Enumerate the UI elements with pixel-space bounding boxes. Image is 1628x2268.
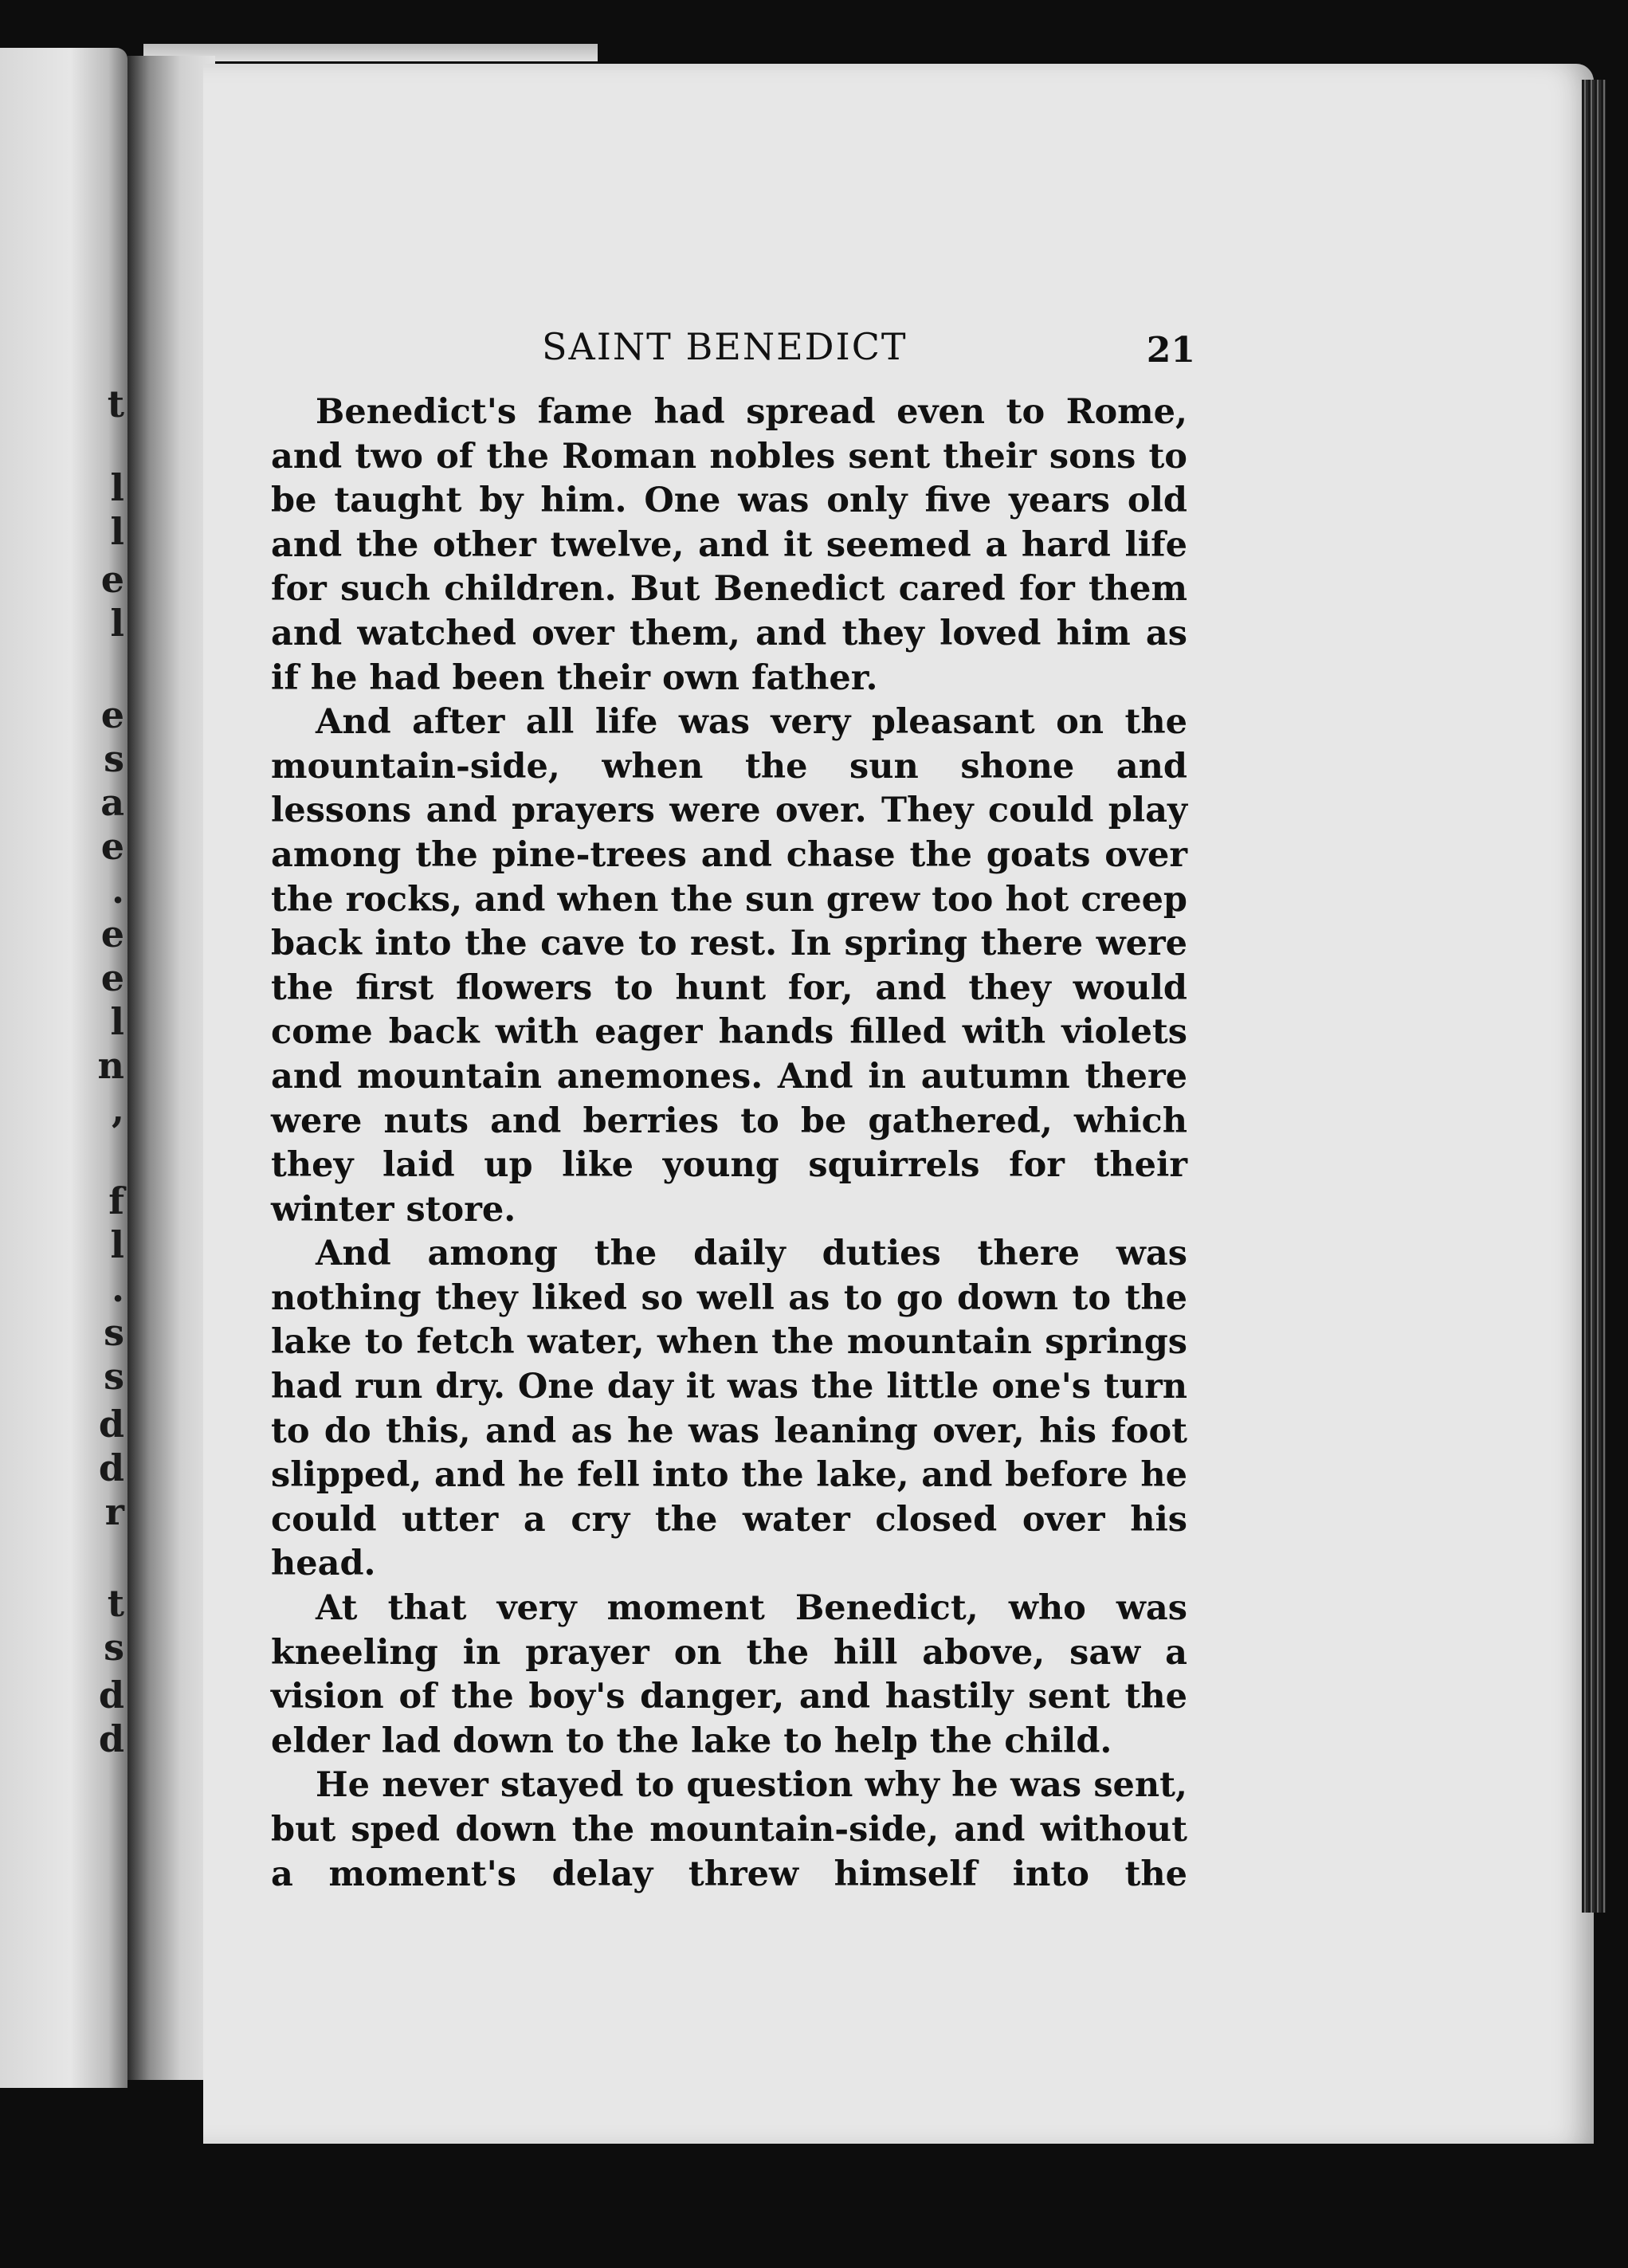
left-edge-letter: d xyxy=(98,1446,124,1489)
left-edge-letter: . xyxy=(111,1267,124,1310)
left-edge-letter: n xyxy=(97,1044,124,1087)
left-edge-letter: d xyxy=(98,1717,124,1760)
left-edge-letter: e xyxy=(100,956,124,999)
body-text xyxy=(271,390,1187,1897)
left-edge-letter: t xyxy=(107,383,124,426)
left-edge-letter: s xyxy=(104,737,124,780)
left-edge-letter: r xyxy=(104,1490,124,1533)
left-edge-letter: l xyxy=(110,1000,124,1043)
left-edge-letter: s xyxy=(104,1626,124,1669)
left-edge-letter: f xyxy=(108,1179,124,1222)
left-edge-letter: d xyxy=(98,1674,124,1717)
page-stack-edge xyxy=(1582,80,1606,1913)
left-facing-page xyxy=(0,48,127,2088)
left-edge-letter: l xyxy=(110,602,124,645)
left-edge-letter: e xyxy=(100,693,124,736)
left-edge-letter: . xyxy=(111,869,124,912)
paragraph: And after all life was very pleasant on the mountain-side, when the sun shone and lessons and prayers were over. They could play among the pine-trees and chase the goats over the rocks, and when the sun grew too hot creep back into the cave to rest. In spring there were the first flowers to hunt for, and they would come back with eager hands filled with violets and mountain anemones. And in autumn there were nuts and berries to be gathered, which they laid up like young squirrels for their winter store. xyxy=(271,702,1187,1230)
left-edge-letter: e xyxy=(100,825,124,868)
left-edge-letter: t xyxy=(107,1582,124,1625)
left-edge-letter: s xyxy=(104,1355,124,1398)
running-title: SAINT BENEDICT xyxy=(542,325,908,368)
page-number: 21 xyxy=(1146,330,1195,371)
paragraph: He never stayed to question why he was sent, but sped down the mountain-side, and without a moment's delay threw himself into the xyxy=(271,1765,1187,1894)
paragraph: At that very moment Benedict, who was kneeling in prayer on the hill above, saw a vision of the boy's danger, and hastily sent the elder lad down to the lake to help the child. xyxy=(271,1588,1187,1761)
left-edge-letter: , xyxy=(111,1088,124,1131)
left-edge-letter: s xyxy=(104,1311,124,1354)
book-gutter xyxy=(127,56,215,2080)
left-edge-letter: l xyxy=(110,1223,124,1266)
paragraph: Benedict's fame had spread even to Rome, and two of the Roman nobles sent their sons to be taught by him. One was only five years old and the other twelve, and it seemed a hard life for such children. But Benedict cared for them and watched over them, and they loved him as if he had been their own father. xyxy=(271,392,1187,698)
left-edge-letter: l xyxy=(110,510,124,553)
left-edge-letter: e xyxy=(100,912,124,955)
left-edge-letter: l xyxy=(110,466,124,509)
left-edge-letter: e xyxy=(100,558,124,601)
left-edge-letter: d xyxy=(98,1403,124,1446)
left-edge-letter: a xyxy=(100,781,124,824)
paragraph: And among the daily duties there was nothing they liked so well as to go down to the lake to fetch water, when the mountain springs had run dry. One day it was the little one's turn to do this, and as he was leaning over, his foot slipped, and he fell into the lake, and before he could utter a cry the water closed over his head. xyxy=(271,1234,1187,1584)
